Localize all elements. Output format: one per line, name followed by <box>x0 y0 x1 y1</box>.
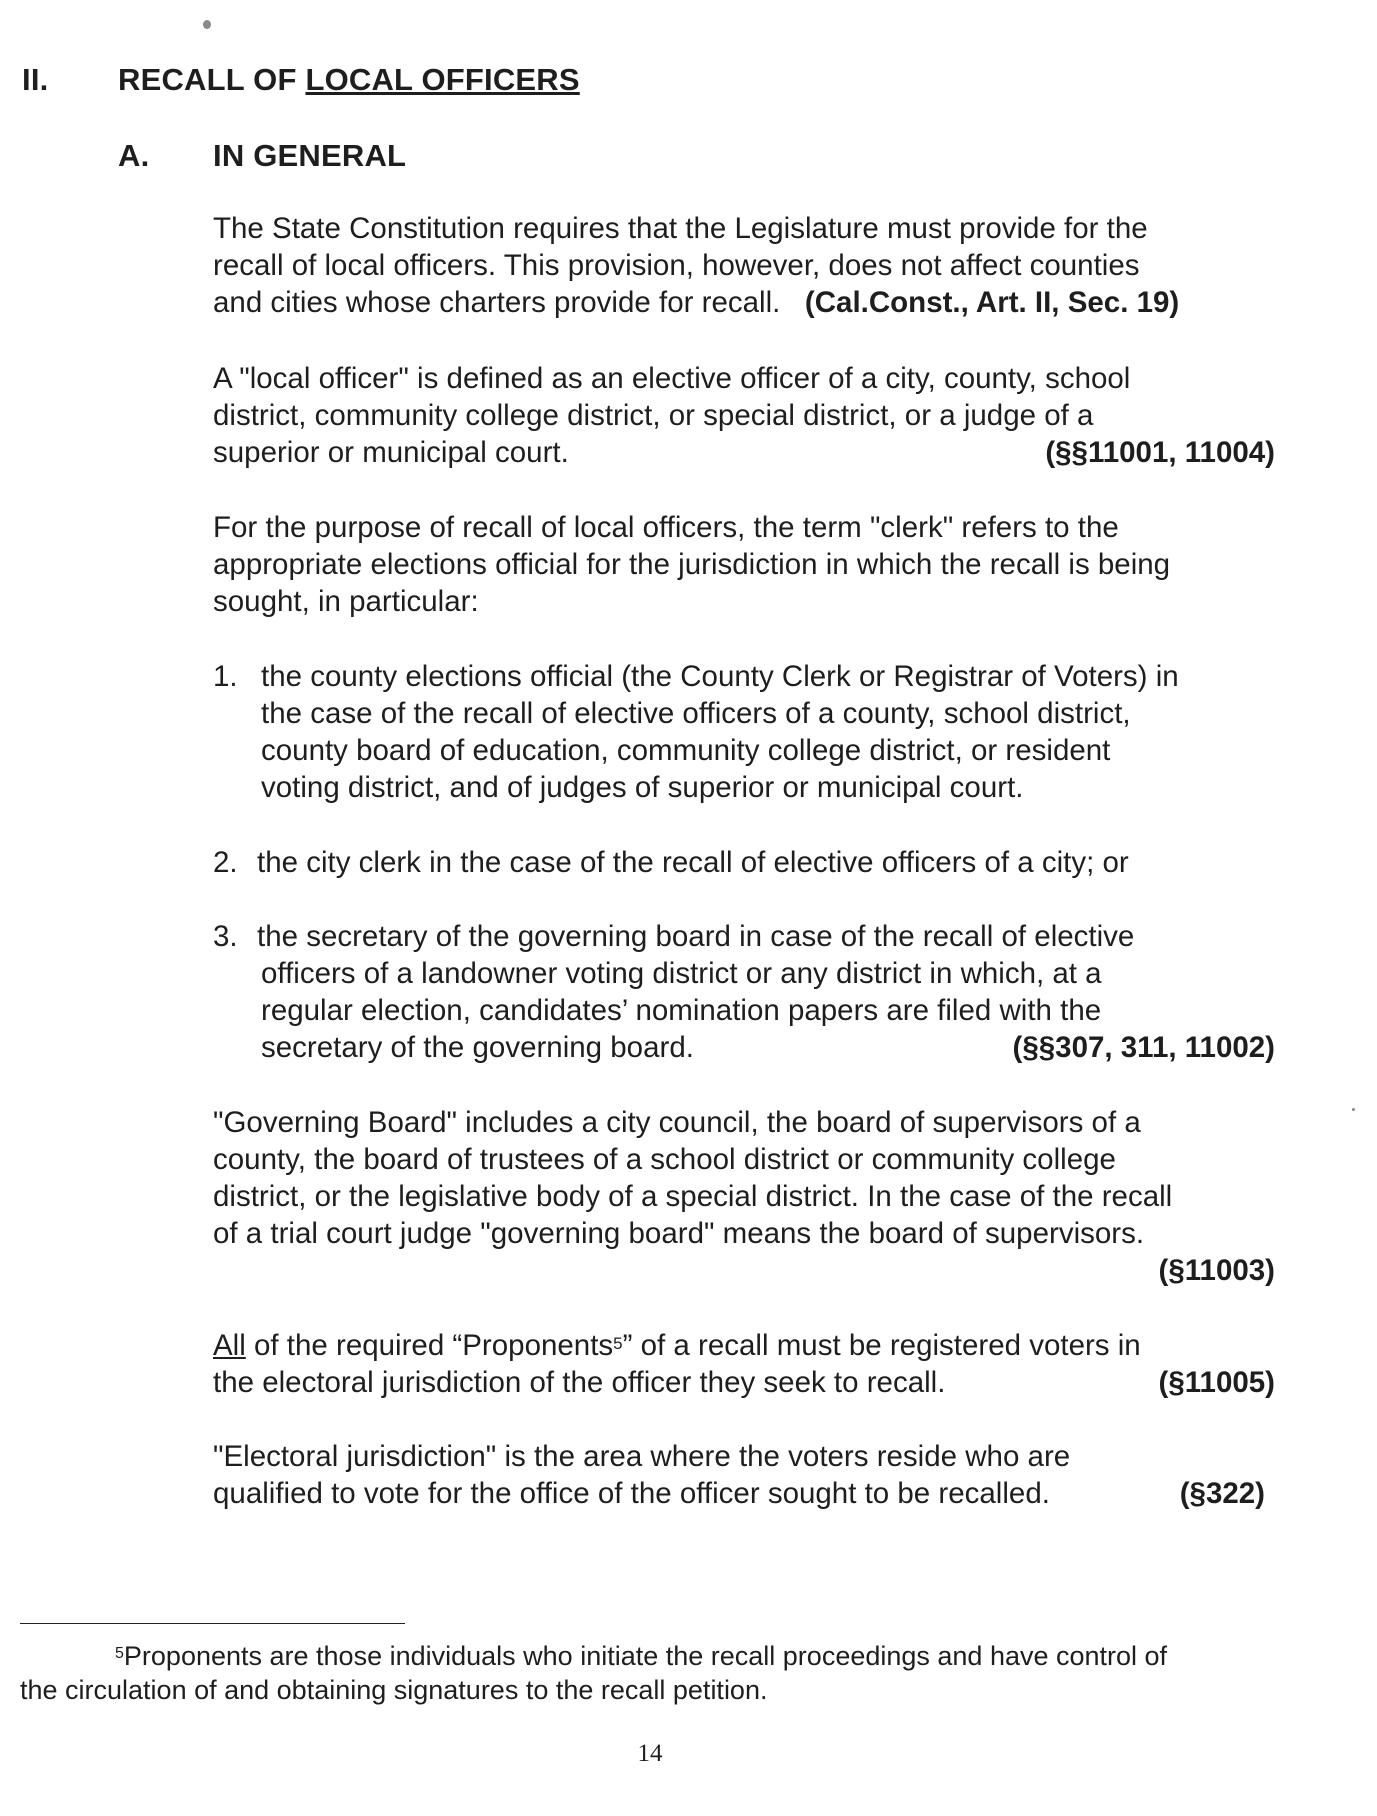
paragraph-line-text: qualified to vote for the office of the officer sought to be recalled. <box>213 1477 1050 1510</box>
paragraph-line <box>213 434 1275 471</box>
paragraph-line-text: and cities whose charters provide for recall. <box>213 286 781 319</box>
subsection-title: IN GENERAL <box>213 138 407 173</box>
paragraph-line: "Electoral jurisdiction" is the area where the voters reside who are <box>213 1440 1071 1473</box>
list-item <box>213 918 1275 1066</box>
list-item-line <box>261 1029 1275 1066</box>
paragraph-local-officer <box>213 360 1275 471</box>
footnote-marker: 5 <box>115 1645 124 1662</box>
scan-speck <box>1352 1108 1355 1111</box>
paragraph-line: sought, in particular: <box>213 585 479 618</box>
footnote-line <box>20 1639 1280 1673</box>
page-number: 14 <box>637 1740 663 1767</box>
paragraph-line: "Governing Board" includes a city council, the board of supervisors of a <box>213 1106 1141 1139</box>
citation: (§§307, 311, 11002) <box>1012 1031 1275 1064</box>
footnote-separator <box>20 1623 405 1624</box>
paragraph-governing-board <box>213 1104 1275 1289</box>
list-item-number: 1. <box>213 660 238 693</box>
paragraph-line <box>213 284 1275 321</box>
list-item-line: county board of education, community college district, or resident <box>261 734 1111 767</box>
paragraph-line: district, community college district, or special district, or a judge of a <box>213 399 1094 432</box>
section-number: II. <box>22 62 49 97</box>
citation: (§§11001, 11004) <box>1045 436 1275 469</box>
subsection-letter: A. <box>118 138 150 173</box>
paragraph-line: of a trial court judge "governing board" means the board of supervisors. <box>213 1217 1145 1250</box>
list-item-line: regular election, candidates’ nomination papers are filed with the <box>261 994 1102 1027</box>
paragraph-line: recall of local officers. This provision, however, does not affect counties <box>213 249 1140 282</box>
list-item-line: the county elections official (the County Clerk or Registrar of Voters) in <box>261 660 1179 693</box>
paragraph-proponents <box>213 1327 1275 1401</box>
scan-speck <box>203 20 211 29</box>
section-title-underlined: LOCAL OFFICERS <box>305 62 580 97</box>
citation: (Cal.Const., Art. II, Sec. 19) <box>804 286 1180 319</box>
citation: (§11003) <box>1158 1254 1275 1287</box>
paragraph-line-text: ” of a recall must be registered voters in <box>622 1329 1141 1362</box>
paragraph-line: For the purpose of recall of local officers, the term "clerk" refers to the <box>213 511 1119 544</box>
footnote-text: Proponents are those individuals who initiate the recall proceedings and have control of <box>123 1641 1168 1671</box>
paragraph-line: appropriate elections official for the jurisdiction in which the recall is being <box>213 548 1171 581</box>
paragraph-line: district, or the legislative body of a special district. In the case of the recall <box>213 1180 1173 1213</box>
list-item-line: officers of a landowner voting district or any district in which, at a <box>261 957 1102 990</box>
list-item-line: the secretary of the governing board in case of the recall of elective <box>257 920 1135 953</box>
footnote-reference: 5 <box>613 1334 623 1353</box>
list-item-number: 2. <box>213 846 238 879</box>
footnote <box>20 1639 1280 1707</box>
list-item-line: the city clerk in the case of the recall of elective officers of a city; or <box>257 846 1129 879</box>
list-item-line-text: secretary of the governing board. <box>261 1031 694 1064</box>
list-item-line: voting district, and of judges of superior or municipal court. <box>261 771 1024 804</box>
paragraph-line: The State Constitution requires that the Legislature must provide for the <box>213 212 1148 245</box>
paragraph-line-text: of the required “Proponents <box>245 1329 614 1362</box>
paragraph-electoral-jurisdiction <box>213 1438 1275 1512</box>
underlined-word: All <box>213 1329 246 1362</box>
paragraph-line <box>213 1364 1275 1401</box>
paragraph-line <box>213 1475 1275 1512</box>
paragraph-clerk <box>213 509 1275 620</box>
citation: (§11005) <box>1158 1366 1275 1399</box>
list-item-line: the case of the recall of elective officers of a county, school district, <box>261 697 1131 730</box>
list-item-number: 3. <box>213 920 238 953</box>
citation: (§322) <box>1179 1477 1265 1510</box>
paragraph-line: county, the board of trustees of a school district or community college <box>213 1143 1116 1176</box>
list-item <box>213 844 1275 881</box>
paragraph-line-text: superior or municipal court. <box>213 436 569 469</box>
paragraph-line <box>213 1327 1275 1364</box>
footnote-line: the circulation of and obtaining signatures to the recall petition. <box>20 1675 768 1705</box>
paragraph-line-text: the electoral jurisdiction of the officer they seek to recall. <box>213 1366 946 1399</box>
paragraph-constitution <box>213 210 1275 321</box>
paragraph-line: A "local officer" is defined as an elective officer of a city, county, school <box>213 362 1131 395</box>
section-title <box>118 62 580 98</box>
list-item <box>213 658 1275 806</box>
section-title-prefix: RECALL OF <box>118 62 306 97</box>
